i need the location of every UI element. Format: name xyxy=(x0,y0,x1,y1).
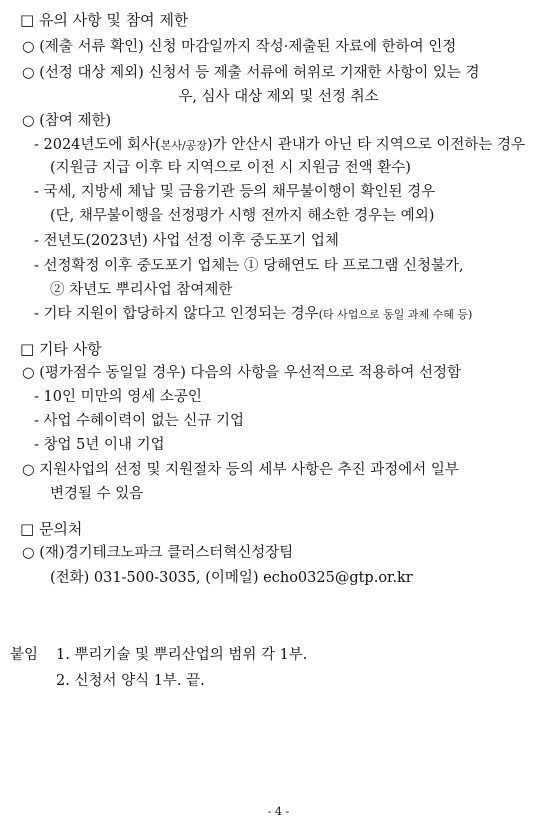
notice-exclusion: ○ (선정 대상 제외) 신청서 등 제출 서류에 허위로 기재한 사항이 있는 경 xyxy=(22,65,480,81)
limit-dropout: - 선정확정 이후 중도포기 업체는 ① 당해연도 타 프로그램 신청불가, xyxy=(34,258,464,274)
tie-startup: - 창업 5년 이내 기업 xyxy=(34,437,165,453)
section-heading-contact: □ 문의처 xyxy=(20,520,83,538)
page-number: - 4 - xyxy=(267,805,290,818)
attachment-2: 2. 신청서 양식 1부. 끝. xyxy=(56,673,205,689)
contact-details: (전화) 031-500-3035, (이메일) echo0325@gtp.or.kr xyxy=(50,570,413,586)
notice-exclusion-cont: 우, 심사 대상 제외 및 선정 취소 xyxy=(178,89,379,105)
limit-default-note: (단, 채무불이행을 선정평가 시행 전까지 해소한 경우는 예외) xyxy=(50,208,435,224)
limit-previous-dropout: - 전년도(2023년) 사업 선정 이후 중도포기 업체 xyxy=(34,233,339,249)
limit-dropout-cont: ② 차년도 뿌리사업 참여제한 xyxy=(50,282,233,298)
notice-document-check: ○ (제출 서류 확인) 신청 마감일까지 작성·제출된 자료에 한하여 인정 xyxy=(22,39,457,55)
contact-organization: ○ (재)경기테크노파크 클러스터혁신성장팀 xyxy=(22,545,294,561)
attachments-label: 붙임 xyxy=(10,647,39,663)
limit-default: - 국세, 지방세 체납 및 금융기관 등의 채무불이행이 확인된 경우 xyxy=(34,184,436,200)
other-tie-rule: ○ (평가점수 동일일 경우) 다음의 사항을 우선적으로 적용하여 선정함 xyxy=(22,365,462,381)
section-heading-other: □ 기타 사항 xyxy=(20,340,102,358)
limit-relocation-note: (지원금 지급 이후 타 지역으로 이전 시 지원금 전액 환수) xyxy=(50,160,411,176)
other-change-notice: ○ 지원사업의 선정 및 지원절차 등의 세부 사항은 추진 과정에서 일부 xyxy=(22,462,459,478)
section-heading-notices: □ 유의 사항 및 참여 제한 xyxy=(20,11,189,29)
attachment-1: 1. 뿌리기술 및 뿌리산업의 범위 각 1부. xyxy=(56,647,308,663)
tie-new-company: - 사업 수혜이력이 없는 신규 기업 xyxy=(34,413,245,429)
limit-relocation: - 2024년도에 회사(본사/공장)가 안산시 관내가 아닌 타 지역으로 이전하는 경우 xyxy=(34,137,525,153)
tie-small-business: - 10인 미만의 영세 소공인 xyxy=(34,389,202,405)
limit-other: - 기타 지원이 합당하지 않다고 인정되는 경우(타 사업으로 동일 과제 수혜 등) xyxy=(34,306,473,322)
notice-participation-limit: ○ (참여 제한) xyxy=(22,113,112,129)
other-change-notice-cont: 변경될 수 있음 xyxy=(50,486,144,502)
